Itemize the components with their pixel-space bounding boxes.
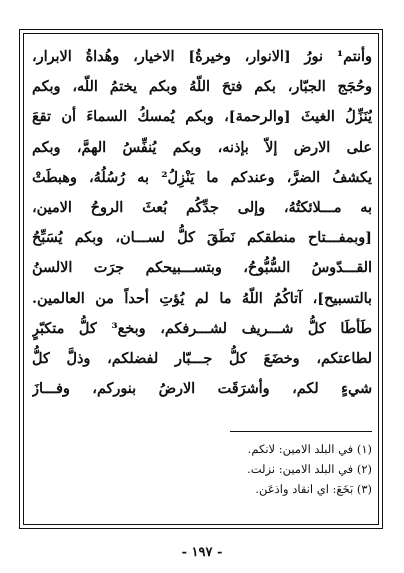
text-line: وأنتم¹ نورُ [الانوار، وخيرةُ] الاخيار، وهُداةُ الابرار، [32, 48, 372, 65]
page-number: - ١٩٧ - [181, 545, 223, 560]
text-line: به مـــلائكتُهُ، وإلى جدِّكُم بُعثَ الروحُ الامين، [32, 198, 372, 216]
footnote: (١) في البلد الامين: لانكم. [247, 442, 372, 456]
text-line: طَأطَا كلُّ شـــريف لشـــرفكم، وبخع³ كلُّ متكبّرٍ [32, 319, 372, 337]
text-line: يكشفُ الضرَّ، وعندكم ما يَنْزِلُ² به رُسُلُهُ، وهبطَتْ [32, 168, 372, 186]
main-text [32, 42, 372, 404]
text-line: القـــدّوسُ السُّبُّوحُ، وبتســـبيحكم جرَت الالسنُ [32, 259, 372, 277]
text-line: بالتسبيح]، آتاكُمُ اللّهُ ما لم يُؤتِ أحداً من العالمين. [32, 289, 372, 307]
footnote: (٣) بَخَعَ: اي انقاد واذعَن. [255, 482, 372, 496]
footnote: (٢) في البلد الامين: نزلت. [247, 462, 372, 476]
text-line: يُنَزِّلُ الغيثَ [والرحمة]، وبكم يُمسكُ السماءَ أن تقعَ [32, 108, 372, 126]
text-line: وحُجَج الجبّار، بكم فتحَ اللّهُ وبكم يختمُ اللّه، وبكم [32, 78, 372, 96]
footnotes [200, 439, 372, 499]
footnote-separator [230, 431, 372, 432]
text-line: شيءٍ لكم، وأشرَقَت الارضُ بنوركم، وفـــازَ [32, 380, 372, 398]
text-line: على الارض إلاّ بإذنه، وبكم يُنفِّسُ الهمَّ، وبكم [32, 138, 372, 156]
text-line: [وبمفـــتاح منطقكم نَطَقَ كلُّ لســـان، وبكم يُسَبِّحُ [32, 229, 372, 247]
text-line: لطاعتكم، وخضَعَ كلُّ جـــبّار لفضلكم، وذلَّ كلُّ [32, 349, 372, 367]
